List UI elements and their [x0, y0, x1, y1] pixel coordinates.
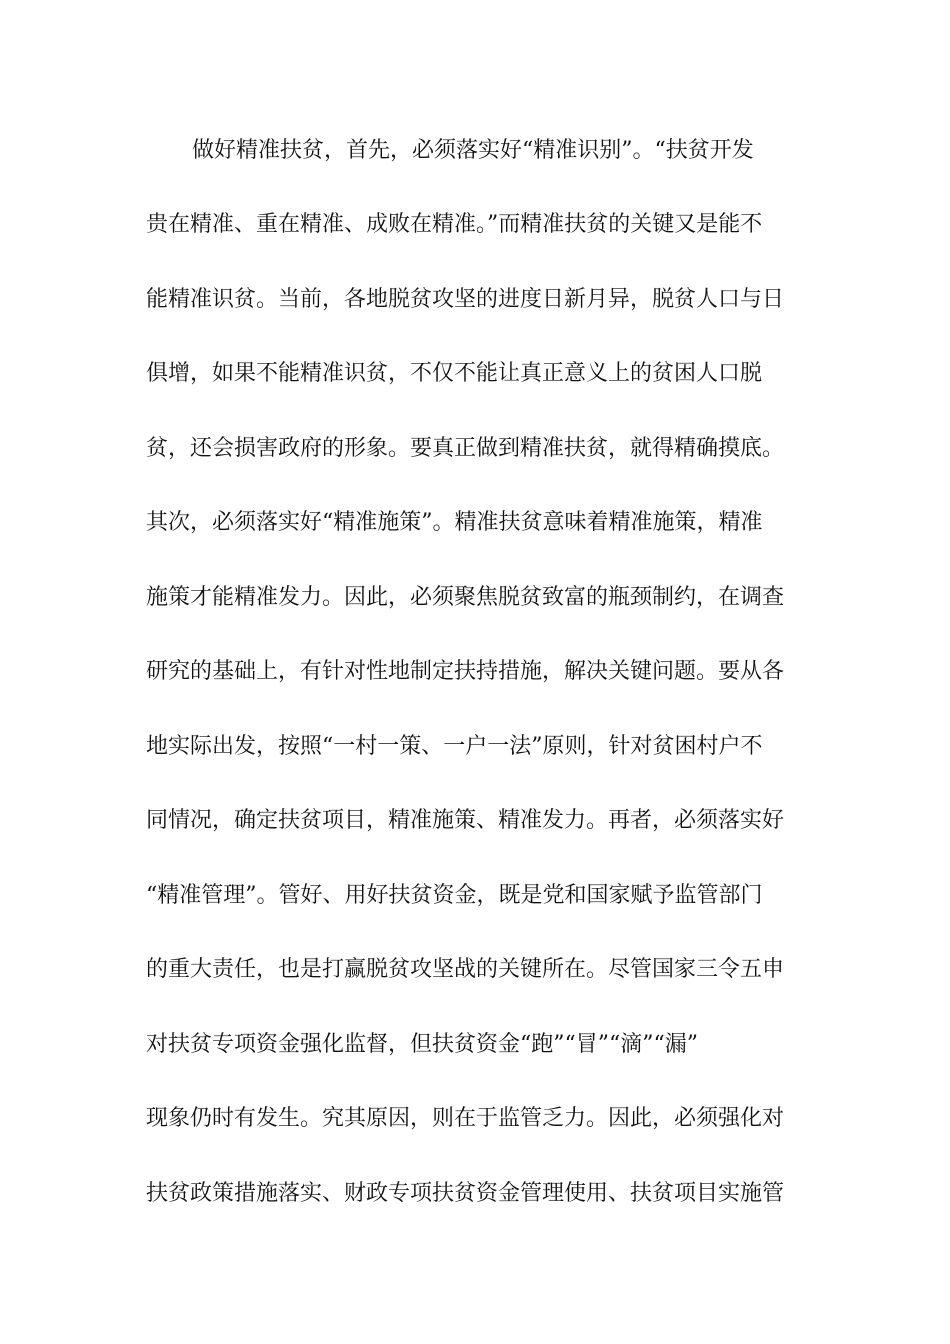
paragraph-line: 施策才能精准发力。因此，必须聚焦脱贫致富的瓶颈制约，在调查 [146, 585, 785, 610]
paragraph-line: “精准管理”。管好、用好扶贫资金，既是党和国家赋予监管部门 [146, 883, 763, 908]
paragraph-line: 对扶贫专项资金强化监督，但扶贫资金“跑”“冒”“滴”“漏” [146, 1032, 698, 1057]
paragraph-line: 现象仍时有发生。究其原因，则在于监管乏力。因此，必须强化对 [146, 1106, 785, 1131]
paragraph-line: 贫，还会损害政府的形象。要真正做到精准扶贫，就得精确摸底。 [146, 436, 785, 461]
paragraph-line: 同情况，确定扶贫项目，精准施策、精准发力。再者，必须落实好 [146, 808, 785, 833]
paragraph-line: 研究的基础上，有针对性地制定扶持措施，解决关键问题。要从各 [146, 659, 785, 684]
paragraph-line: 扶贫政策措施落实、财政专项扶贫资金管理使用、扶贫项目实施管 [146, 1181, 785, 1206]
paragraph-line: 能精准识贫。当前，各地脱贫攻坚的进度日新月异，脱贫人口与日 [146, 287, 785, 312]
paragraph-line: 俱增，如果不能精准识贫，不仅不能让真正意义上的贫困人口脱 [146, 361, 763, 386]
paragraph-line: 其次，必须落实好“精准施策”。精准扶贫意味着精准施策，精准 [146, 510, 763, 535]
paragraph-line: 地实际出发，按照“一村一策、一户一法”原则，针对贫困村户不 [146, 734, 763, 759]
paragraph-line: 的重大责任，也是打赢脱贫攻坚战的关键所在。尽管国家三令五申 [146, 957, 785, 982]
paragraph-line: 做好精准扶贫，首先，必须落实好“精准识别”。“扶贫开发 [192, 138, 754, 163]
paragraph-line: 贵在精准、重在精准、成败在精准。”而精准扶贫的关键又是能不 [146, 212, 763, 237]
